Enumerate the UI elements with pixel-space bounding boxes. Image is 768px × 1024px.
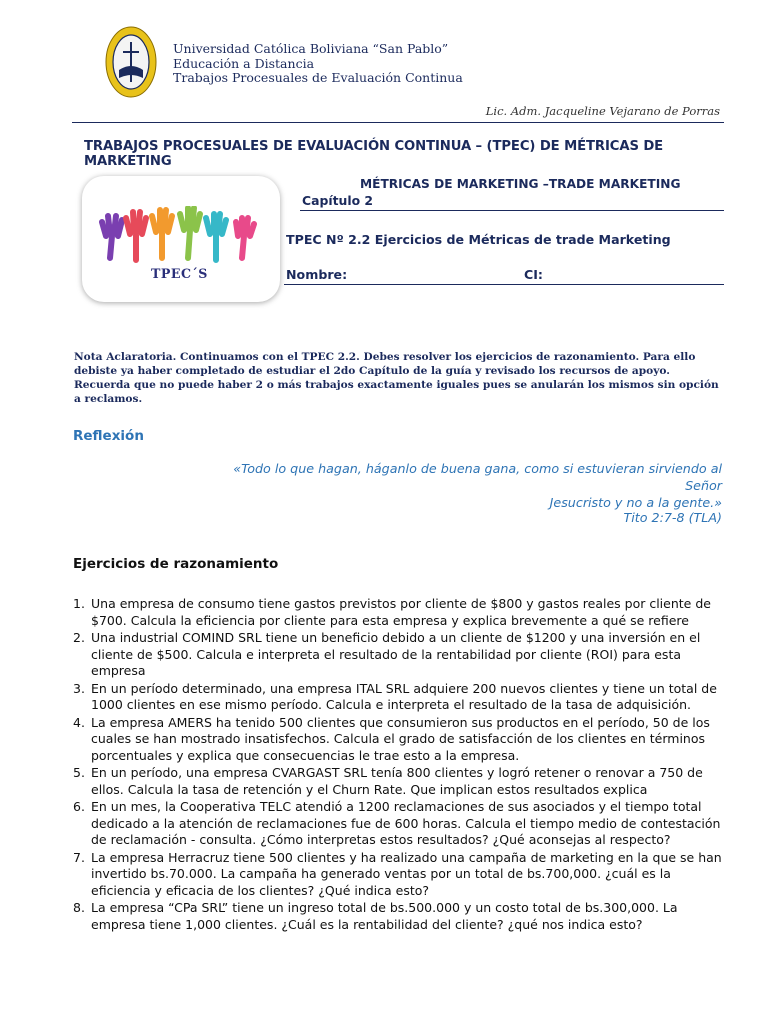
list-item: 1. Una empresa de consumo tiene gastos previstos por cliente de $800 y gastos reales por cliente de $700. Calcula la eficiencia por cliente para esta empresa y explica brevemente a qué se refiere xyxy=(73,596,711,628)
chapter-rule xyxy=(300,210,724,211)
logo-text: TPEC´S xyxy=(151,266,208,281)
chapter-label: Capítulo 2 xyxy=(302,193,374,208)
name-label: Nombre: xyxy=(286,267,348,282)
university-seal-icon xyxy=(105,26,157,98)
list-item: 2. Una industrial COMIND SRL tiene un beneficio debido a un cliente de $1200 y una inversión en el cliente de $500. Calcula e interpreta el resultado de la rentabilidad por cliente (ROI) para esta empresa xyxy=(73,630,701,678)
tpec-label: TPEC Nº 2.2 Ejercicios de Métricas de trade Marketing xyxy=(286,232,671,247)
raised-hands-icon xyxy=(96,206,268,266)
author-line: Lic. Adm. Jacqueline Vejarano de Porras xyxy=(485,104,720,118)
reflection-quote xyxy=(200,460,722,511)
list-item: 5. En un período, una empresa CVARGAST SRL tenía 800 clientes y logró retener o renovar a 750 de ellos. Calcula la tasa de retención y el Churn Rate. Que implican estos resultados explica xyxy=(73,765,703,797)
tpecs-logo-card xyxy=(82,176,280,302)
university-name: Universidad Católica Boliviana “San Pablo” xyxy=(173,41,449,56)
unit-name: Educación a Distancia xyxy=(173,55,315,71)
list-item: 8. La empresa “CPa SRL” tiene un ingreso total de bs.500.000 y un costo total de bs.300,000. La empresa tiene 1,000 clientes. ¿Cuál es la rentabilidad del cliente? ¿qué nos indica esto? xyxy=(73,900,678,932)
list-item: 3. En un período determinado, una empresa ITAL SRL adquiere 200 nuevos clientes y tiene un total de 1000 clientes en ese mismo período. Calcula e interpreta el resultado de la tasa de adquisición. xyxy=(73,680,717,712)
university-header xyxy=(173,42,463,86)
exercises-list xyxy=(73,596,727,934)
quote-line-1: «Todo lo que hagan, háganlo de buena gana, como si estuvieran sirviendo al Señor xyxy=(233,461,722,493)
reflection-heading: Reflexión xyxy=(73,428,144,444)
document-title: TRABAJOS PROCESUALES DE EVALUACIÓN CONTINUA – (TPEC) DE MÉTRICAS DE MARKETING xyxy=(84,139,664,169)
subtitle: MÉTRICAS DE MARKETING –TRADE MARKETING xyxy=(360,177,681,191)
list-item: 6. En un mes, la Cooperativa TELC atendió a 1200 reclamaciones de sus asociados y el tiempo total dedicado a la atención de reclamaciones fue de 600 horas. Calcula el tiempo medio de contestación de reclamación - consulta. ¿Cómo interpretas estos resultados? ¿Qué aconsejas al respecto? xyxy=(73,799,721,847)
ci-label: CI: xyxy=(524,267,543,282)
quote-line-2: Jesucristo y no a la gente.» xyxy=(549,495,722,510)
list-item: 7. La empresa Herracruz tiene 500 clientes y ha realizado una campaña de marketing en la que se han invertido bs.70.000. La campaña ha generado ventas por un total de bs.700,000. ¿cuál es la eficiencia y eficacia de los clientes? ¿Qué indica esto? xyxy=(73,849,722,898)
clarification-note: Nota Aclaratoria. Continuamos con el TPEC 2.2. Debes resolver los ejercicios de razonamiento. Para ello debiste ya haber completado de estudiar el 2do Capítulo de la guía y revisado los recursos de apoyo. Recuerda que no puede haber 2 o más trabajos exactamente iguales pues se anularán los mismos sin opción a reclamos. xyxy=(74,351,719,405)
exercises-heading: Ejercicios de razonamiento xyxy=(73,556,279,572)
header-rule xyxy=(72,122,724,123)
list-item: 4. La empresa AMERS ha tenido 500 clientes que consumieron sus productos en el período, 50 de los cuales se han mostrado insatisfechos. Calcula el grado de satisfacción de los clientes en términos porcentuales y explica que consecuencias le trae esto a la empresa. xyxy=(73,714,710,763)
program-name: Trabajos Procesuales de Evaluación Continua xyxy=(173,70,463,85)
name-rule xyxy=(284,284,724,285)
quote-citation: Tito 2:7-8 (TLA) xyxy=(623,510,722,525)
